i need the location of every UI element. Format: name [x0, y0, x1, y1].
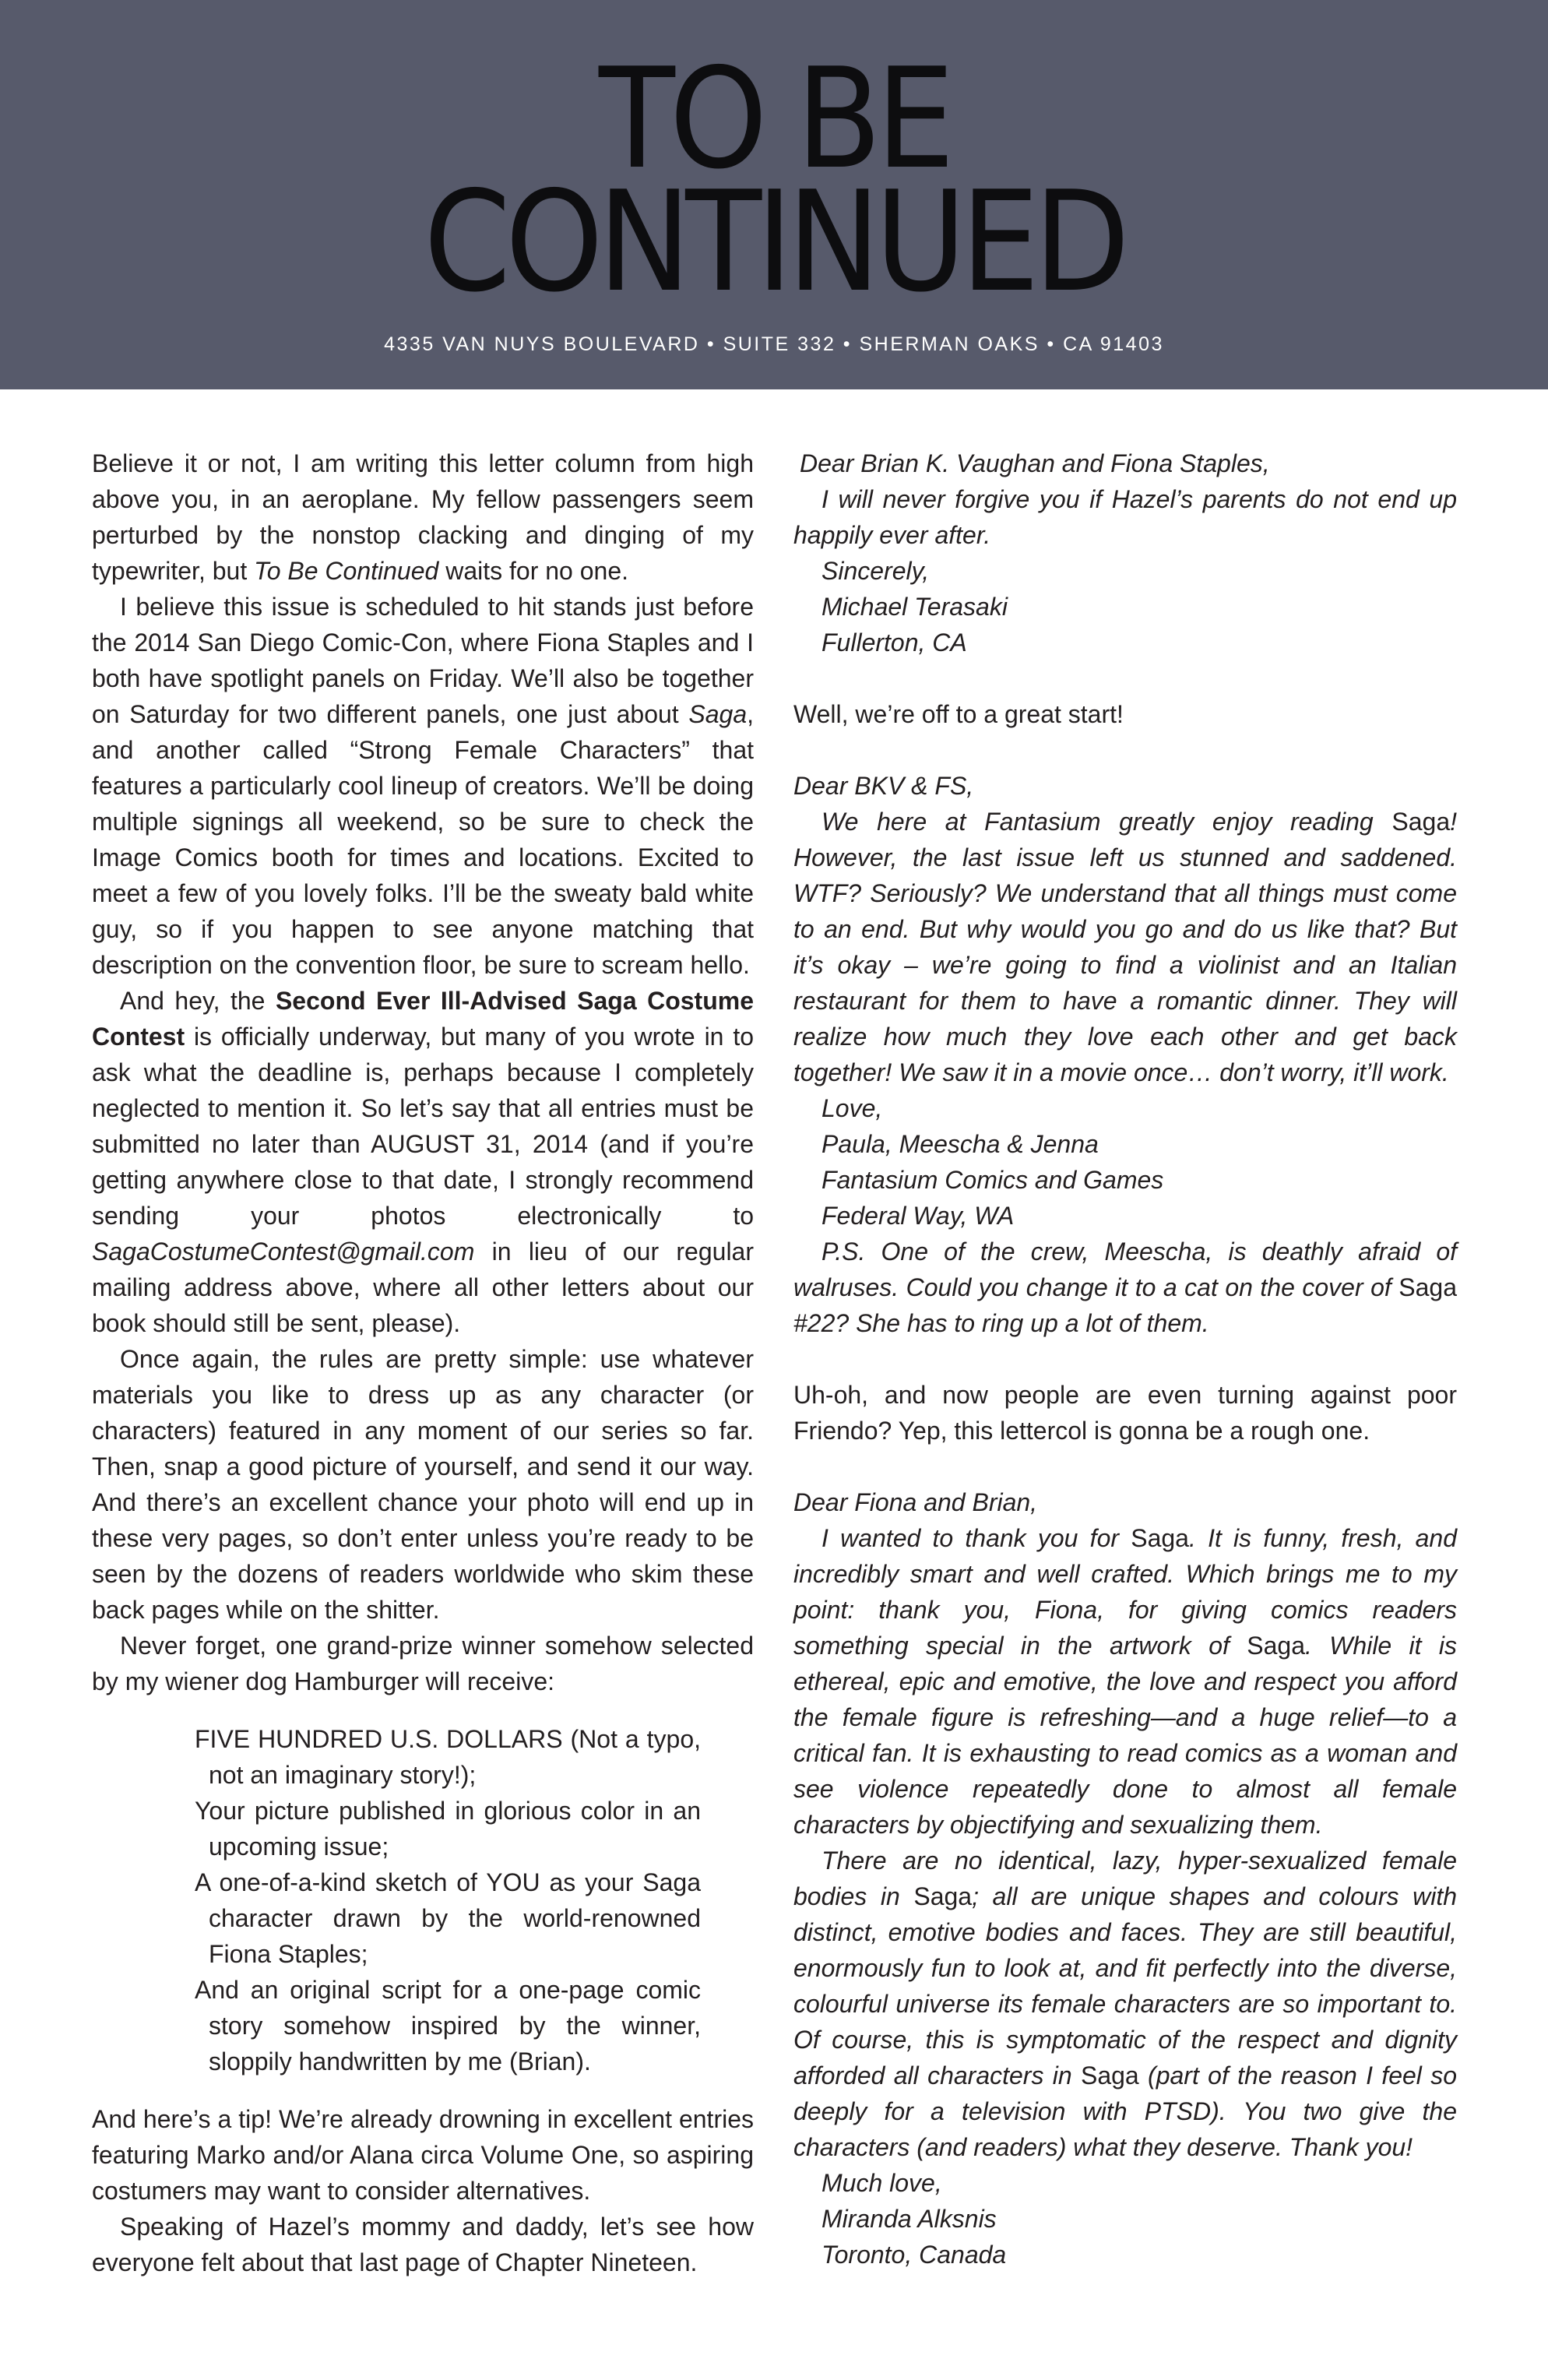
letter3-body-2: There are no identical, lazy, hyper-sexualized female bodies in Saga; all are unique shapes and colours with distinct, emotive bodies and faces. They are still beautiful, enormously fun to look at, and fit perfectly into the diverse, colourful universe its female characters are so important to. Of course, this is symptomatic of the respect and dignity afforded all characters in Saga (part of the reason I feel so deeply for a television with PTSD). You two give the characters (and readers) what they deserve. Thank you!	[793, 1847, 1458, 2161]
paragraph-contest: And hey, the Second Ever Ill-Advised Saga Costume Contest is officially underway, but many of you wrote in to ask what the deadline is, perhaps because I completely neglected to mention it. So let’s say that all entries must be submitted no later than AUGUST 31, 2014 (and if you’re getting anywhere close to that date, I strongly recommend sending your photos electronically to SagaCostumeContest@gmail.com in lieu of our regular mailing address above, where all other letters about our book should still be sent, please).	[92, 987, 755, 1337]
letter3-salutation: Dear Fiona and Brian,	[793, 1488, 1038, 1516]
letter1-location: Fullerton, CA	[821, 628, 967, 657]
contest-name: Second Ever Ill-Advised Saga Costume Contest	[92, 987, 755, 1051]
prize-item: FIVE HUNDRED U.S. DOLLARS (Not a typo, not an imaginary story!);	[195, 1725, 701, 1789]
reply-2: Uh-oh, and now people are even turning against poor Friendo? Yep, this lettercol is gonna be a rough one.	[793, 1381, 1457, 1445]
paragraph-transition: Speaking of Hazel’s mommy and daddy, let’s see how everyone felt about that last page of Chapter Nineteen.	[92, 2213, 754, 2276]
letter2-postscript: P.S. One of the crew, Meescha, is deathly afraid of walruses. Could you change it to a cat on the cover of Saga #22? She has to ring up a lot of them.	[793, 1238, 1457, 1337]
spacer	[793, 1341, 1457, 1377]
left-column	[92, 445, 754, 2280]
spacer	[793, 1449, 1457, 1484]
paragraph-prize-intro: Never forget, one grand-prize winner somehow selected by my wiener dog Hamburger will receive:	[92, 1632, 754, 1695]
prize-item: And an original script for a one-page comic story somehow inspired by the winner, sloppily handwritten by me (Brian).	[195, 1976, 701, 2075]
spacer	[793, 732, 1457, 768]
letter2-body: We here at Fantasium greatly enjoy reading Saga! However, the last issue left us stunned and saddened. WTF? Seriously? We understand that all things must come to an end. But why would you go and do us like that? But it’s okay – we’re going to find a violinist and an Italian restaurant for them to have a romantic dinner. They will realize how much they love each other and get back together! We saw it in a movie once… don’t worry, it’ll work.	[793, 808, 1457, 1086]
paragraph-tip: And here’s a tip! We’re already drowning in excellent entries featuring Marko and/or Alana circa Volume One, so aspiring costumers may want to consider alternatives.	[92, 2105, 754, 2205]
page-title-line2: CONTINUED	[424, 161, 1124, 322]
prize-item: A one-of-a-kind sketch of YOU as your Saga character drawn by the world-renowned Fiona Staples;	[195, 1868, 701, 1968]
letter3-signoff: Much love,	[821, 2169, 942, 2197]
paragraph-rules: Once again, the rules are pretty simple: use whatever materials you like to dress up as any character (or characters) featured in any moment of our series so far. Then, snap a good picture of yourself, and send it our way. And there’s an excellent chance your photo will end up in these very pages, so don’t enter unless you’re ready to be seen by the dozens of readers worldwide who skim these back pages while on the shitter.	[92, 1345, 754, 1624]
prize-list	[195, 1721, 701, 2079]
letter1-signoff: Sincerely,	[821, 557, 930, 585]
header-banner	[0, 0, 1548, 389]
letter2-salutation: Dear BKV & FS,	[793, 772, 974, 800]
paragraph-comic-con: I believe this issue is scheduled to hit stands just before the 2014 San Diego Comic-Con, where Fiona Staples and I both have spotlight panels on Friday. We’ll also be together on Saturday for two different panels, one just about Saga, and another called “Strong Female Characters” that features a particularly cool lineup of creators. We’ll be doing multiple signings all weekend, so be sure to check the Image Comics booth for times and locations. Excited to meet a few of you lovely folks. I’ll be the sweaty bald white guy, so if you happen to see anyone matching that description on the convention floor, be sure to scream hello.	[92, 593, 754, 979]
page-title-line1: TO BE	[599, 38, 949, 199]
letter1-name: Michael Terasaki	[821, 593, 1008, 621]
letter3-location: Toronto, Canada	[821, 2241, 1007, 2269]
reply-1: Well, we’re off to a great start!	[793, 700, 1124, 728]
letter1-salutation: Dear Brian K. Vaughan and Fiona Staples,	[800, 449, 1270, 477]
contest-email: SagaCostumeContest@gmail.com	[92, 1238, 475, 1266]
letter2-location: Federal Way, WA	[821, 1202, 1015, 1230]
letter2-signoff: Love,	[821, 1094, 883, 1122]
right-column	[793, 445, 1457, 2273]
letter1-body: I will never forgive you if Hazel’s parents do not end up happily ever after.	[793, 485, 1457, 549]
spacer	[793, 660, 1457, 696]
letter3-body-1: I wanted to thank you for Saga. It is funny, fresh, and incredibly smart and well crafted. Which brings me to my point: thank you, Fiona, for giving comics readers something special in the artwork of Saga. While it is ethereal, epic and emotive, the love and respect you afford the female figure is refreshing—and a huge relief—to a critical fan. It is exhausting to read comics as a woman and see violence repeatedly done to almost all female characters by objectifying and sexualizing them.	[793, 1524, 1458, 1839]
prize-item: Your picture published in glorious color in an upcoming issue;	[195, 1797, 701, 1861]
letter2-org: Fantasium Comics and Games	[821, 1166, 1164, 1194]
paragraph-intro: Believe it or not, I am writing this letter column from high above you, in an aeroplane. My fellow passengers seem perturbed by the nonstop clacking and dinging of my typewriter, but To Be Continued waits for no one.	[92, 449, 754, 585]
letter3-name: Miranda Alksnis	[821, 2205, 997, 2233]
letter2-name: Paula, Meescha & Jenna	[821, 1130, 1099, 1158]
mailing-address: 4335 VAN NUYS BOULEVARD • SUITE 332 • SHERMAN OAKS • CA 91403	[384, 333, 1164, 355]
